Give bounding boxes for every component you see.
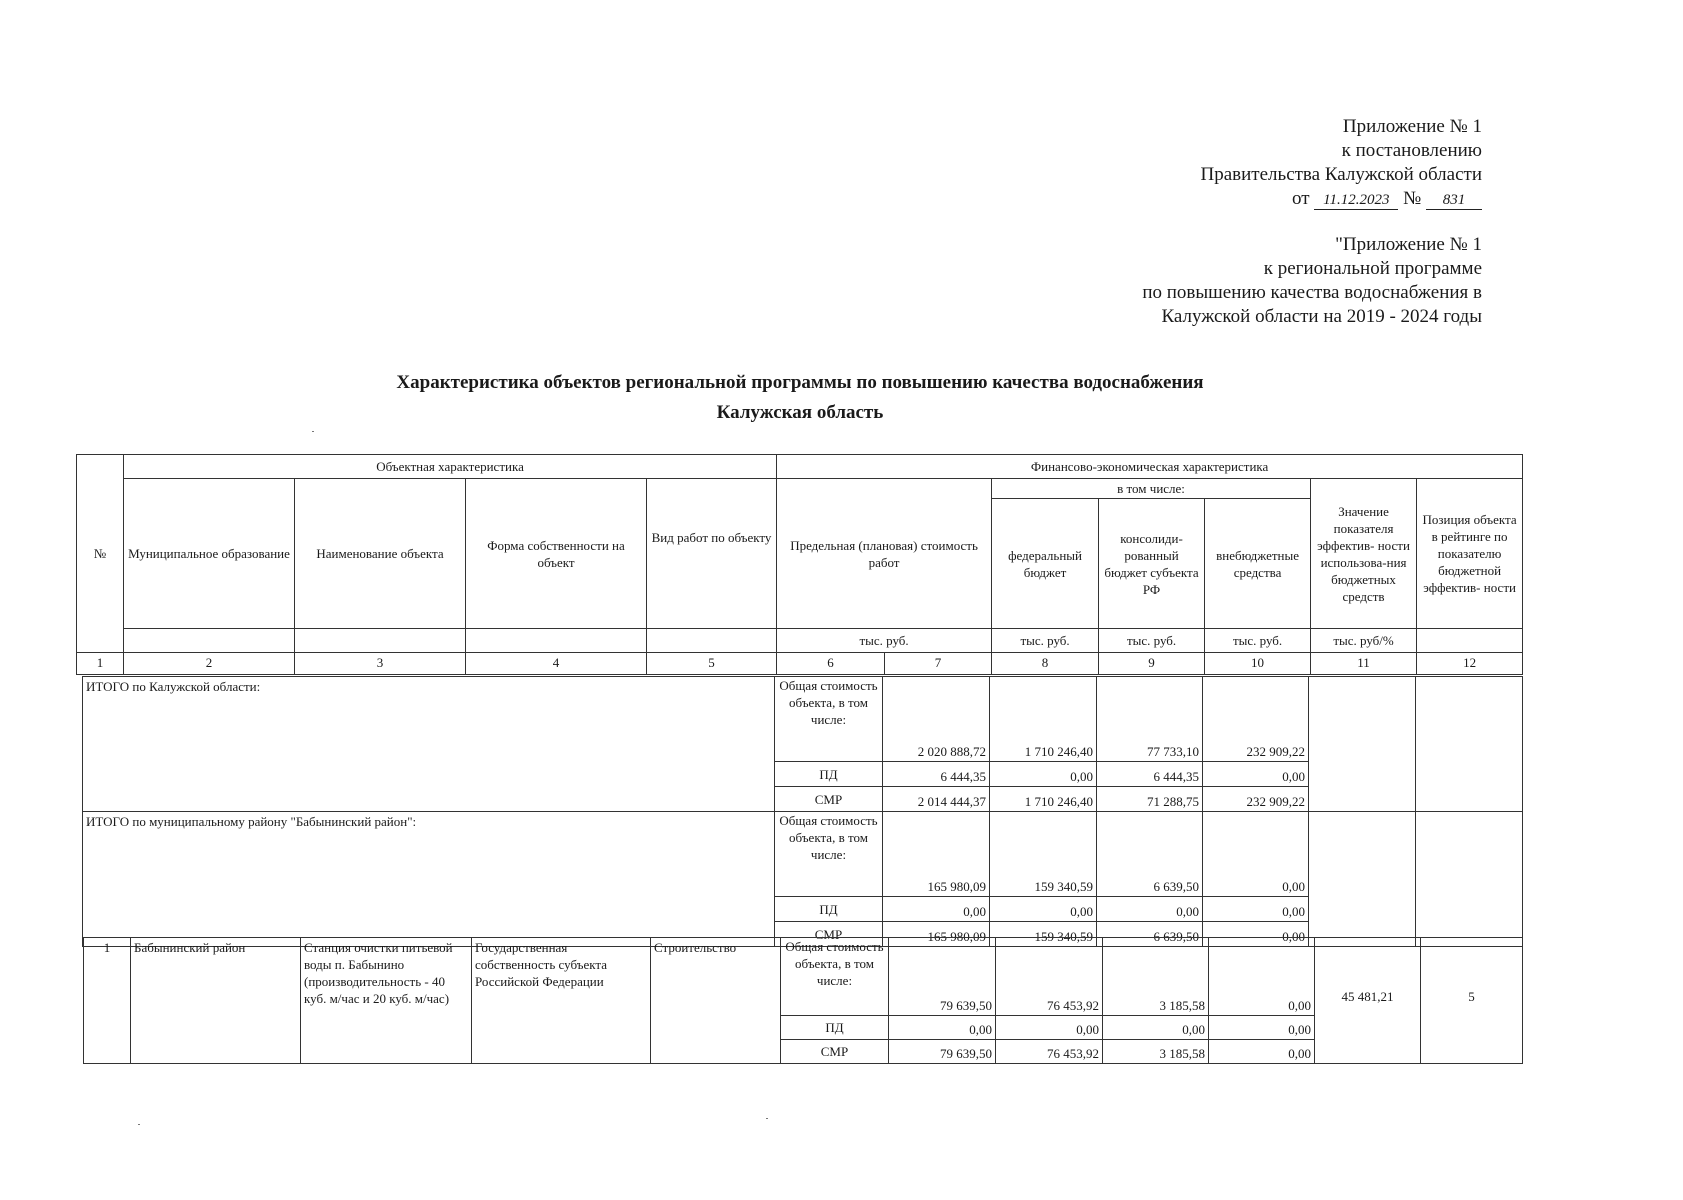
unit-efficiency: тыс. руб/% — [1311, 629, 1417, 653]
col-number: 5 — [647, 653, 777, 675]
value-cell: 159 340,59 — [990, 812, 1097, 897]
col-number: 8 — [992, 653, 1099, 675]
title-line2: Калужская область — [716, 402, 884, 423]
value-cell: 3 185,58 — [1103, 938, 1209, 1016]
col-number: 4 — [466, 653, 647, 675]
unit-extrabudget: тыс. руб. — [1205, 629, 1311, 653]
value-cell: 0,00 — [1203, 922, 1309, 947]
value-cell: 76 453,92 — [996, 1040, 1103, 1064]
value-cell: 0,00 — [990, 762, 1097, 787]
row-label-pd: ПД — [775, 897, 883, 922]
unit-consolidated: тыс. руб. — [1099, 629, 1205, 653]
value-cell: 3 185,58 — [1103, 1040, 1209, 1064]
row-label-pd: ПД — [781, 1016, 889, 1040]
value-cell: 0,00 — [889, 1016, 996, 1040]
appendix-program-block — [1142, 233, 1482, 329]
value-cell: 2 020 888,72 — [883, 677, 990, 762]
table-row — [83, 812, 1523, 897]
row-label-smr: СМР — [781, 1040, 889, 1064]
object-ownership: Государственная собственность субъекта Российской Федерации — [472, 938, 651, 1064]
number-prefix: № — [1403, 188, 1422, 209]
row-label-total: Общая стоимость объекта, в том числе: — [775, 812, 883, 897]
header-max-cost: Предельная (плановая) стоимость работ — [777, 479, 992, 629]
header-including: в том числе: — [992, 479, 1311, 499]
value-cell: 165 980,09 — [883, 812, 990, 897]
unit-federal: тыс. руб. — [992, 629, 1099, 653]
header-financial-characteristic: Финансово-экономическая характеристика — [777, 455, 1523, 479]
document-title — [0, 368, 1600, 428]
value-cell: 2 014 444,37 — [883, 787, 990, 812]
value-cell: 79 639,50 — [889, 1040, 996, 1064]
row-label-pd: ПД — [775, 762, 883, 787]
value-cell: 76 453,92 — [996, 938, 1103, 1016]
group-label: ИТОГО по Калужской области: — [83, 677, 775, 812]
table-header — [76, 454, 1523, 675]
header-rating: Позиция объекта в рейтинге по показателю бюджетной эффектив- ности — [1417, 479, 1523, 629]
header-object-name: Наименование объекта — [295, 479, 466, 629]
value-cell: 6 444,35 — [1097, 762, 1203, 787]
value-cell: 0,00 — [1097, 897, 1203, 922]
appendix-decree-block — [1201, 115, 1482, 211]
appendix-decree-line1: Приложение № 1 — [1342, 116, 1482, 137]
value-cell: 1 710 246,40 — [990, 677, 1097, 762]
date-prefix: от — [1292, 188, 1310, 209]
decree-date-line — [1201, 187, 1482, 211]
value-cell: 0,00 — [1209, 1016, 1315, 1040]
header-extrabudget: внебюджетные средства — [1205, 499, 1311, 629]
header-consolidated-budget: консолиди- рованный бюджет субъекта РФ — [1099, 499, 1205, 629]
table-row — [83, 677, 1523, 762]
value-cell: 0,00 — [1209, 938, 1315, 1016]
table-objects — [83, 937, 1523, 1064]
unit-max-cost: тыс. руб. — [777, 629, 992, 653]
value-cell: 0,00 — [1203, 812, 1309, 897]
value-cell: 0,00 — [1209, 1040, 1315, 1064]
col-number: 1 — [77, 653, 124, 675]
col-number: 2 — [124, 653, 295, 675]
col-number: 7 — [885, 653, 992, 675]
appendix-program-line2: к региональной программе — [1263, 258, 1482, 279]
scan-speck — [766, 1118, 768, 1119]
value-cell: 71 288,75 — [1097, 787, 1203, 812]
value-cell: 6 444,35 — [883, 762, 990, 787]
value-cell: 0,00 — [990, 897, 1097, 922]
value-cell: 0,00 — [1103, 1016, 1209, 1040]
value-cell: 77 733,10 — [1097, 677, 1203, 762]
header-efficiency: Значение показателя эффектив- ности использова-ния бюджетных средств — [1311, 479, 1417, 629]
col-number: 6 — [777, 653, 885, 675]
scan-speck — [138, 1124, 140, 1125]
appendix-program-line3: по повышению качества водоснабжения в — [1142, 282, 1482, 303]
table-totals — [82, 676, 1523, 947]
decree-date: 11.12.2023 — [1314, 191, 1398, 210]
row-label-total: Общая стоимость объекта, в том числе: — [781, 938, 889, 1016]
decree-number: 831 — [1426, 191, 1482, 210]
value-cell: 0,00 — [883, 897, 990, 922]
header-federal-budget: федеральный бюджет — [992, 499, 1099, 629]
col-number: 10 — [1205, 653, 1311, 675]
group-label: ИТОГО по муниципальному району "Бабынинский район": — [83, 812, 775, 947]
appendix-decree-line3: Правительства Калужской области — [1200, 164, 1482, 185]
object-work-type: Строительство — [651, 938, 781, 1064]
table-row — [84, 938, 1523, 1016]
header-municipality: Муниципальное образование — [124, 479, 295, 629]
row-label-smr: СМР — [775, 922, 883, 947]
col-number: 9 — [1099, 653, 1205, 675]
value-cell: 0,00 — [1203, 762, 1309, 787]
col-number: 11 — [1311, 653, 1417, 675]
value-cell: 0,00 — [996, 1016, 1103, 1040]
value-cell: 1 710 246,40 — [990, 787, 1097, 812]
value-cell: 6 639,50 — [1097, 922, 1203, 947]
value-cell: 165 980,09 — [883, 922, 990, 947]
object-efficiency: 45 481,21 — [1315, 938, 1421, 1064]
object-municipality: Бабынинский район — [131, 938, 301, 1064]
header-num: № — [77, 455, 124, 653]
row-label-smr: СМР — [775, 787, 883, 812]
object-rating: 5 — [1421, 938, 1523, 1064]
value-cell: 232 909,22 — [1203, 677, 1309, 762]
col-number: 3 — [295, 653, 466, 675]
header-work-type: Вид работ по объекту — [647, 479, 777, 629]
object-num: 1 — [84, 938, 131, 1064]
header-ownership: Форма собственности на объект — [466, 479, 647, 629]
appendix-program-line4: Калужской области на 2019 - 2024 годы — [1161, 306, 1482, 327]
value-cell: 6 639,50 — [1097, 812, 1203, 897]
col-number: 12 — [1417, 653, 1523, 675]
title-line1: Характеристика объектов региональной программы по повышению качества водоснабжения — [396, 372, 1204, 393]
value-cell: 232 909,22 — [1203, 787, 1309, 812]
header-object-characteristic: Объектная характеристика — [124, 455, 777, 479]
value-cell: 159 340,59 — [990, 922, 1097, 947]
row-label-total: Общая стоимость объекта, в том числе: — [775, 677, 883, 762]
appendix-decree-line2: к постановлению — [1341, 140, 1482, 161]
value-cell: 0,00 — [1203, 897, 1309, 922]
appendix-program-line1: "Приложение № 1 — [1335, 234, 1482, 255]
scan-speck — [312, 431, 314, 432]
value-cell: 79 639,50 — [889, 938, 996, 1016]
object-name: Станция очистки питьевой воды п. Бабынино (производительность - 40 куб. м/час и 20 куб. м/час) — [301, 938, 472, 1064]
